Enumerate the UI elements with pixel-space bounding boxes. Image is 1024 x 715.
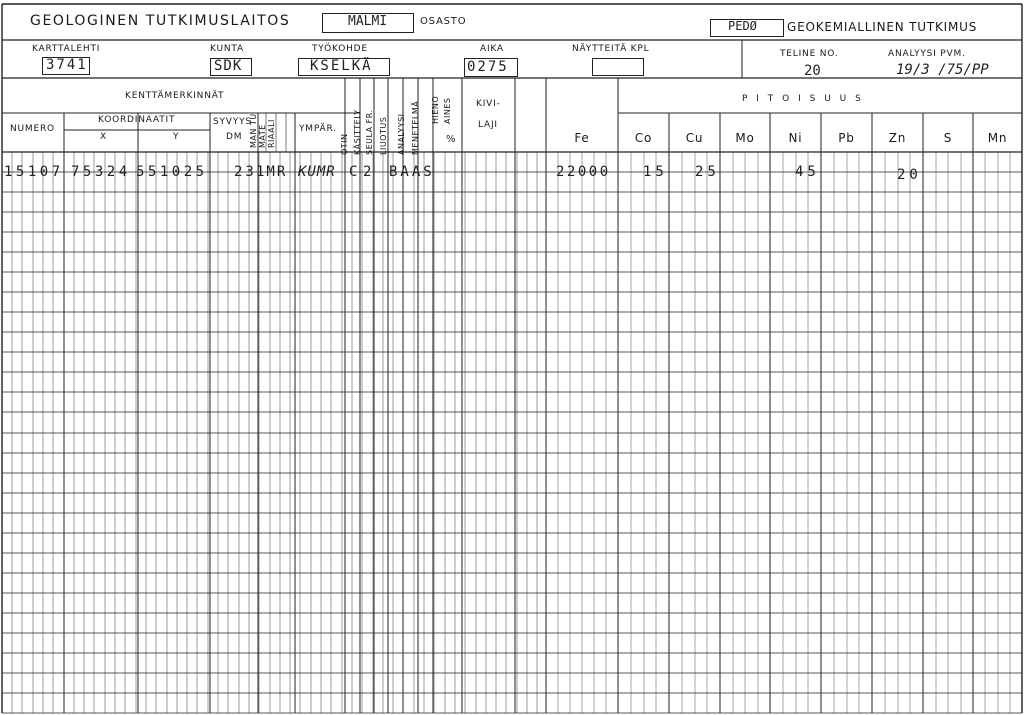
- aika-label: AIKA: [480, 44, 504, 54]
- kunta-label: KUNTA: [210, 44, 244, 54]
- mantu-heading-c: RIAALI: [267, 119, 276, 148]
- element-heading-mn: Mn: [987, 131, 1008, 145]
- institute-title: GEOLOGINEN TUTKIMUSLAITOS: [30, 13, 291, 29]
- laji-heading: LAJI: [478, 120, 498, 130]
- element-heading-ni: Ni: [788, 131, 803, 145]
- x-heading: X: [100, 132, 107, 142]
- row1-kasittely: 2: [363, 164, 372, 180]
- department-label: OSASTO: [420, 16, 467, 27]
- analyysi-pvm-label: ANALYYSI PVM.: [888, 49, 966, 59]
- row1-ympar: KUMR: [298, 164, 336, 180]
- nayte-label: NÄYTTEITÄ KPL: [572, 44, 650, 54]
- element-heading-zn: Zn: [888, 131, 907, 145]
- y-heading: Y: [173, 132, 180, 142]
- tyokohde-label: TYÖKOHDE: [312, 44, 368, 54]
- element-heading-pb: Pb: [838, 131, 855, 145]
- aines-heading: AINES: [443, 97, 452, 124]
- row1-syvyys: 23: [234, 164, 257, 180]
- row1-co: 15: [643, 164, 668, 180]
- kasittely-heading: KÄSITTELY: [353, 109, 362, 155]
- teline-label: TELINE NO.: [780, 49, 839, 59]
- teline-value: 20: [804, 63, 821, 79]
- tyokohde-value: KSELKÄ: [310, 58, 373, 74]
- row1-x: 75324: [71, 164, 131, 180]
- element-heading-s: S: [943, 131, 953, 145]
- hieno-heading: HIENO: [431, 95, 440, 124]
- row1-zn: 20: [897, 167, 922, 183]
- row1-cu: 25: [695, 164, 720, 180]
- dm-heading: DM: [226, 132, 243, 142]
- element-heading-fe: Fe: [574, 131, 590, 145]
- analyysi-pvm-value: 19/3 /75/PP: [896, 62, 989, 78]
- row1-analyysi: BAAS: [389, 164, 435, 180]
- unit-label: GEOKEMIALLINEN TUTKIMUS: [787, 20, 978, 34]
- row1-fe: 22000: [556, 164, 611, 180]
- kenttamerkinnat-heading: KENTTÄMERKINNÄT: [125, 91, 225, 101]
- row1-otin: C: [349, 164, 358, 180]
- element-heading-co: Co: [634, 131, 653, 145]
- kunta-value: SDK: [214, 58, 243, 74]
- karttalehti-label: KARTTALEHTI: [32, 44, 101, 54]
- menetelma-heading: MENETELMÄ: [411, 100, 420, 155]
- ympar-heading: YMPÄR.: [299, 124, 337, 134]
- syvyys-heading: SYVYYS: [213, 117, 252, 127]
- nayte-box: [592, 58, 644, 76]
- mantu-heading-a: MAN TU: [249, 113, 258, 148]
- numero-heading: NUMERO: [10, 124, 55, 134]
- seula-heading: SEULA FR.: [365, 109, 374, 155]
- aika-value: 0275: [467, 59, 509, 75]
- department-value: MALMI: [348, 14, 388, 29]
- karttalehti-value: 3741: [46, 57, 88, 73]
- unit-value: PEDØ: [728, 19, 757, 33]
- element-heading-cu: Cu: [685, 131, 704, 145]
- row1-numero: 15107: [4, 164, 64, 180]
- kivi-heading: KIVI-: [476, 99, 501, 109]
- liuotus-heading: LIUOTUS: [379, 116, 388, 155]
- otin-heading: OTIN: [340, 133, 349, 155]
- koordinaatit-heading: KOORDINAATIT: [98, 115, 176, 125]
- row1-materiaali: 1MR: [256, 164, 288, 180]
- element-heading-mo: Mo: [735, 131, 755, 145]
- analyysi-heading: ANALYYSI: [397, 113, 406, 155]
- row1-y: 551025: [136, 164, 208, 180]
- mantu-heading-b: MATE: [258, 124, 267, 148]
- pct-heading: %: [446, 134, 457, 145]
- pitoisuus-heading: P I T O I S U U S: [742, 94, 864, 104]
- row1-ni: 45: [795, 164, 820, 180]
